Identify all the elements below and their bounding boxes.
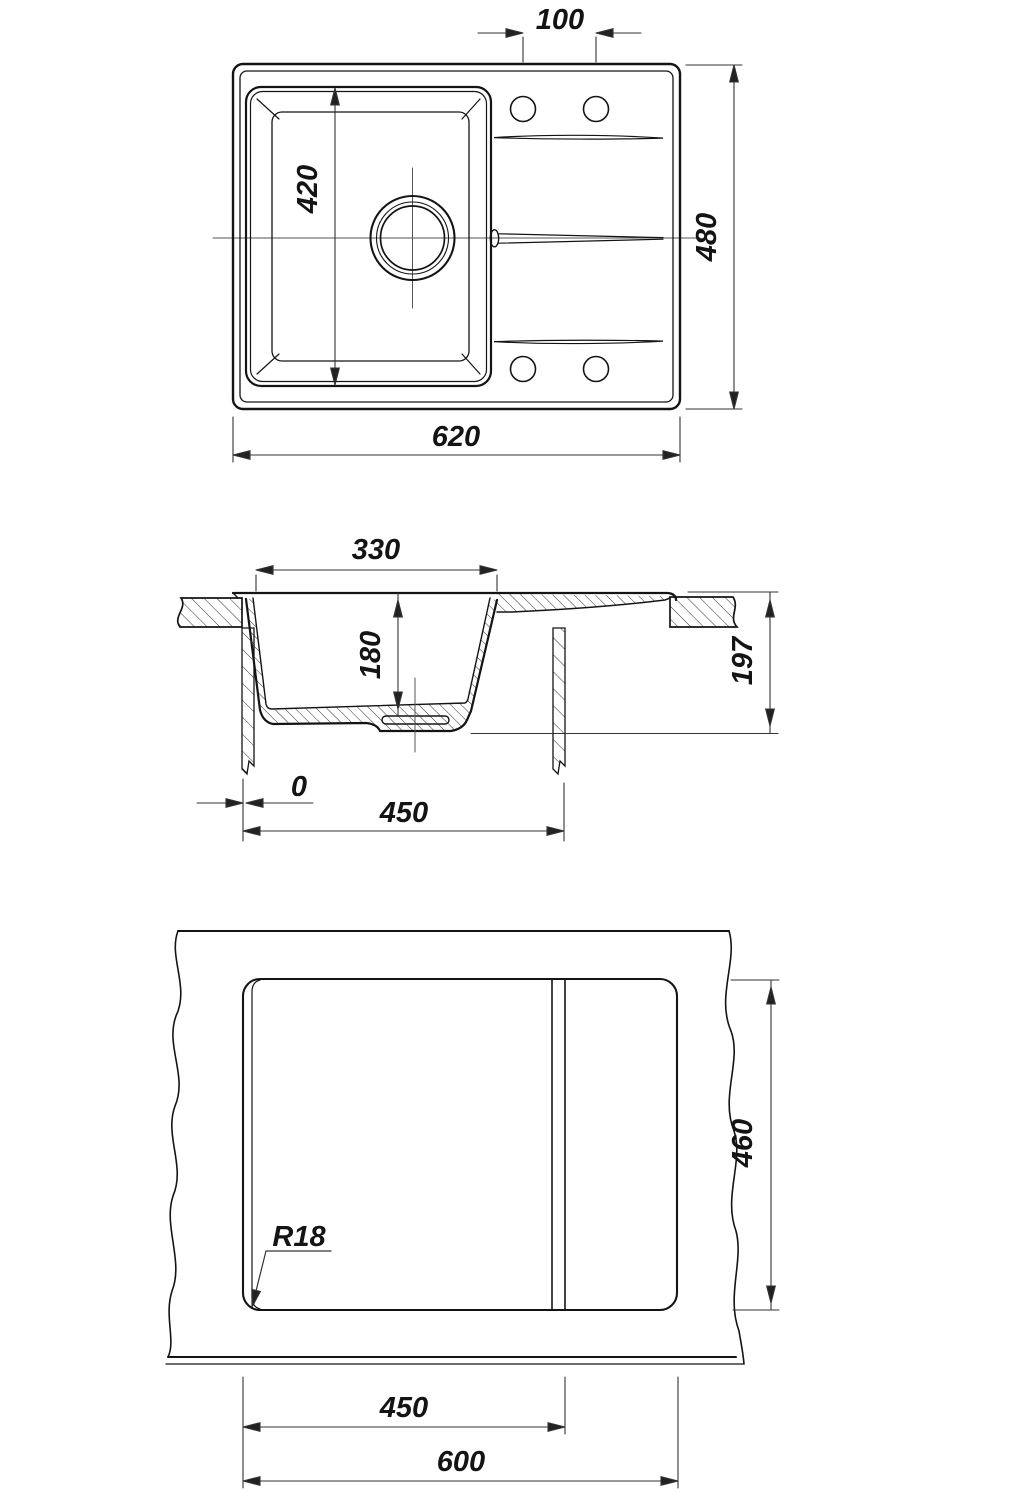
cabinet-wall-right [553,628,565,774]
dim-cutout-width-divider: 450 [379,1392,429,1424]
dim-overall-width: 620 [431,421,481,453]
dim-corner-radius: R18 [272,1221,326,1253]
dim-bowl-top-width: 330 [351,534,401,566]
dim-cabinet-clearance: 0 [290,771,308,803]
cutout-divider [552,979,565,1310]
cutout-view [166,931,779,1488]
dim-overall-depth: 480 [691,212,723,262]
cabinet-wall-left [242,628,254,774]
top-view [213,4,742,462]
dim-bowl-length: 420 [292,164,324,214]
drainer-grooves [490,135,663,343]
top-view-centerlines [213,168,700,308]
dim-cutout-depth: 460 [727,1118,759,1168]
dim-total-depth: 197 [727,636,759,686]
radius-callout [248,1251,331,1308]
dim-cutout-width-total: 600 [436,1446,486,1478]
countertop-left [178,598,242,627]
dim-cabinet-width: 450 [379,797,429,829]
cutout-left-inner-line [252,980,260,1309]
section-view [178,534,778,841]
dim-bowl-depth: 180 [355,630,387,680]
countertop-right [670,597,737,627]
cutout-rect [243,979,677,1310]
dim-faucet-spacing: 100 [535,4,585,36]
